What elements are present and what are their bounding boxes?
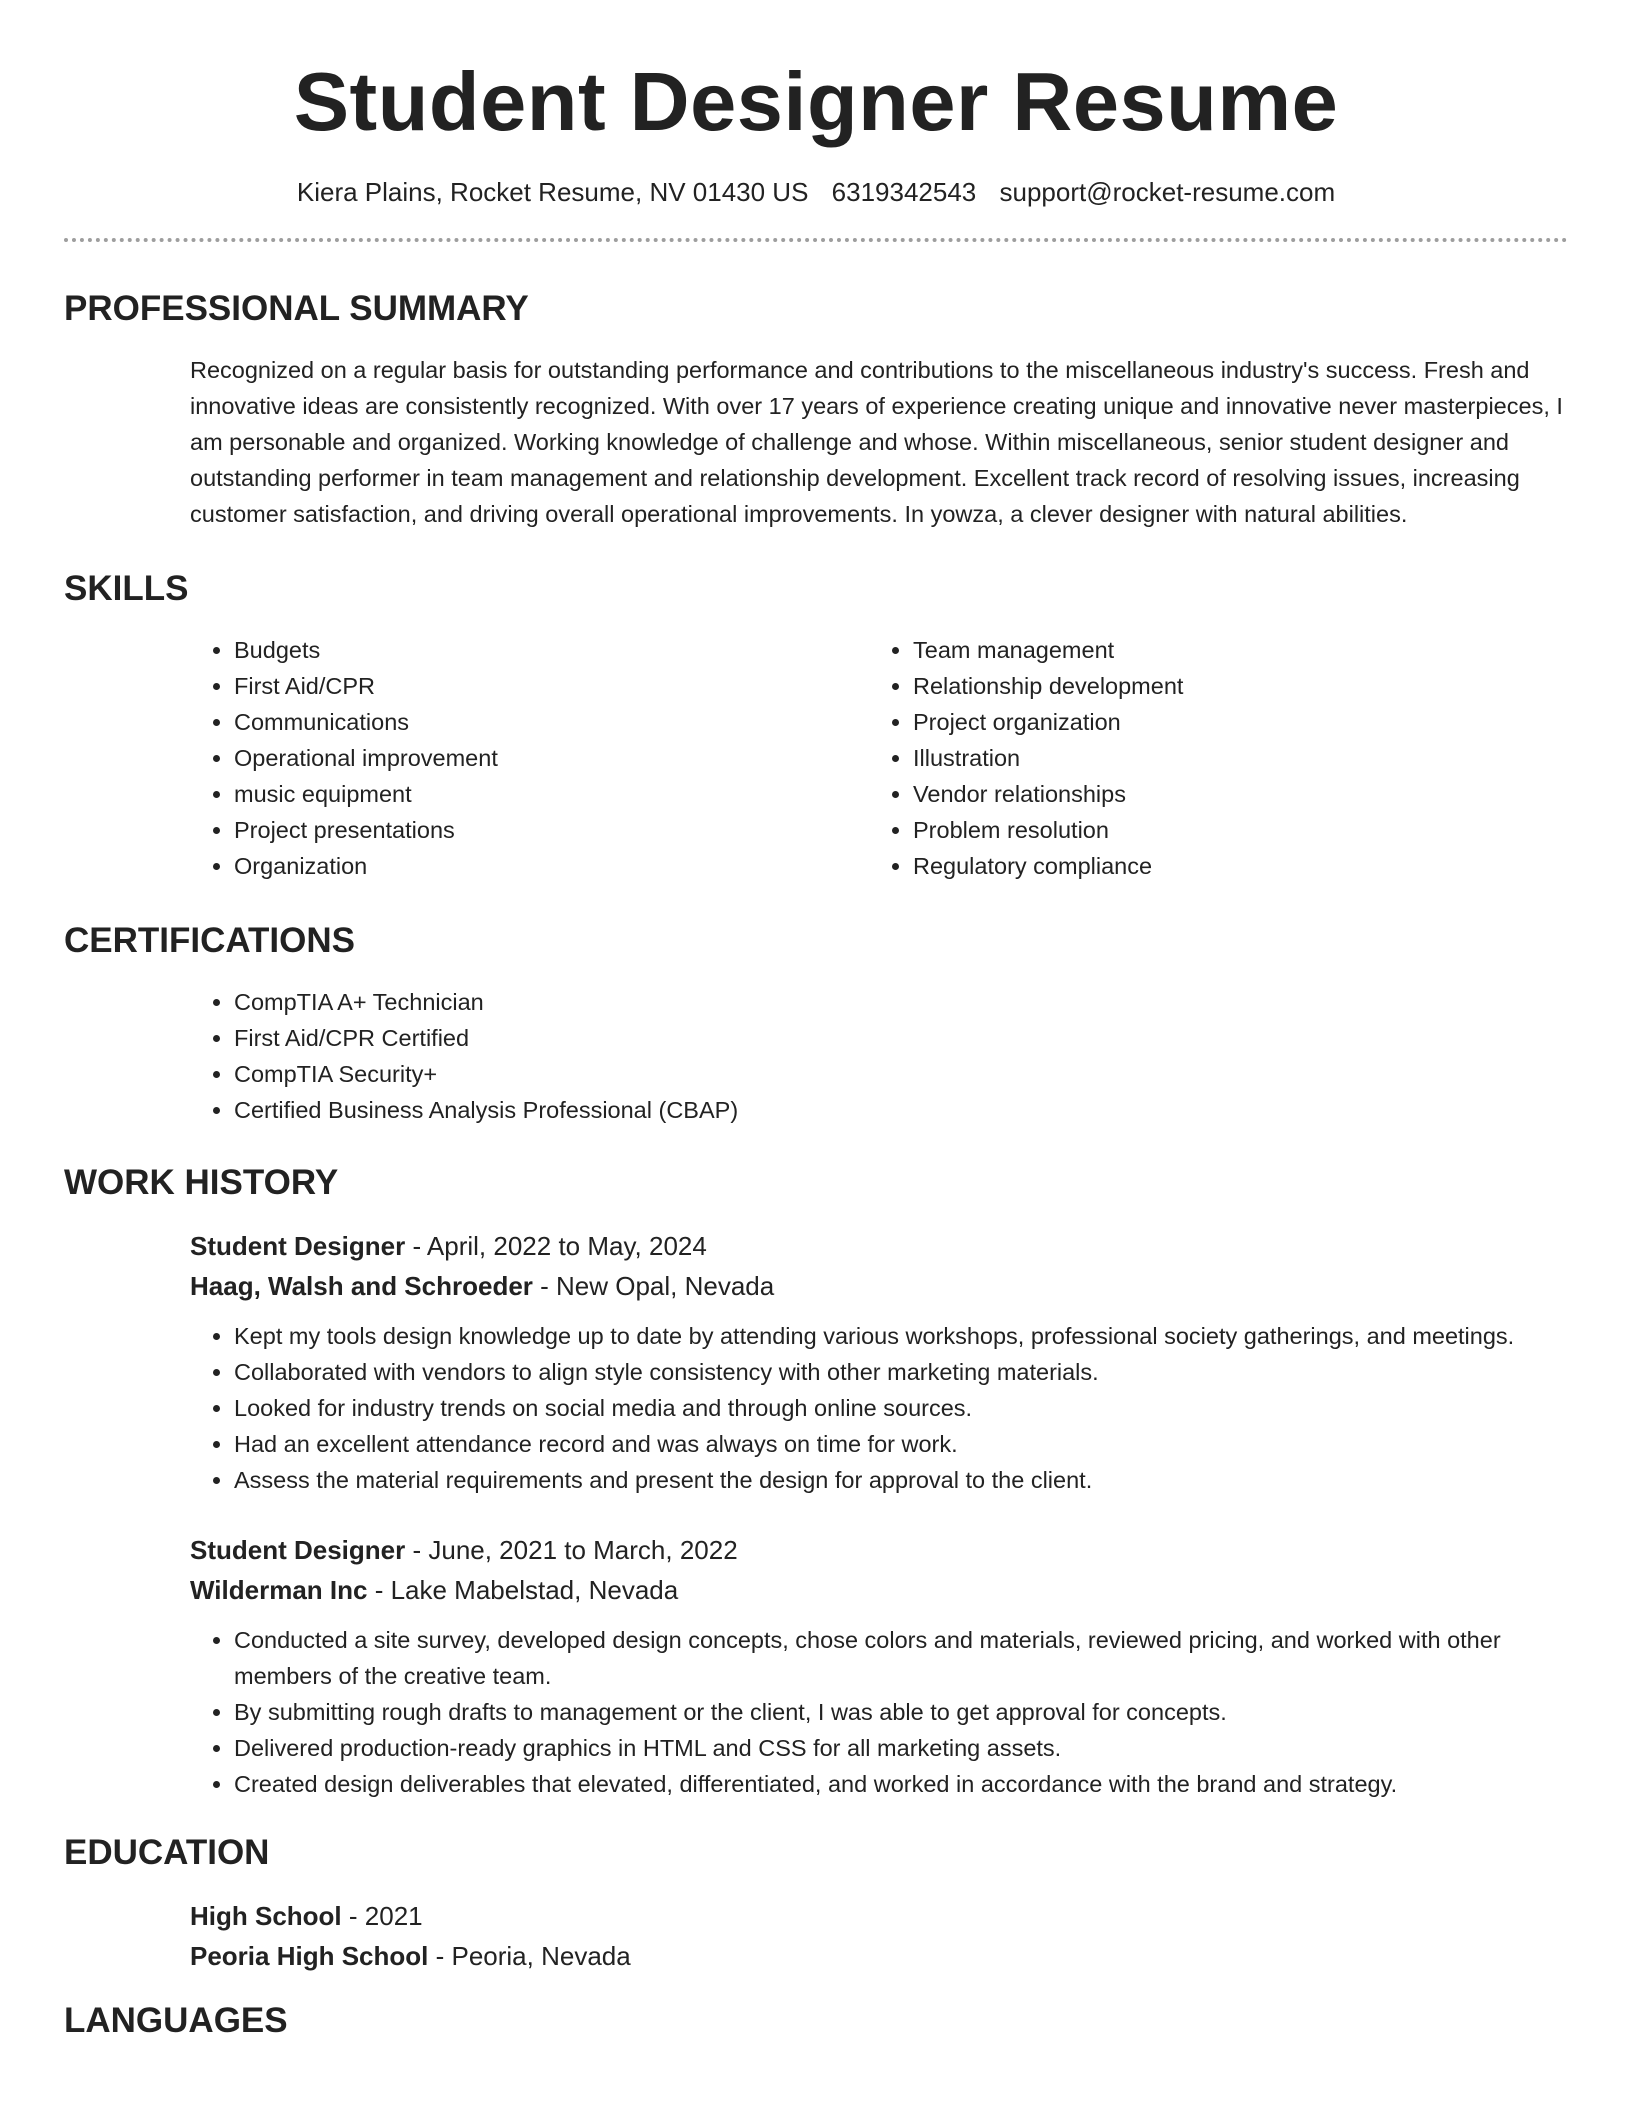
education-school-line: [190, 1936, 1568, 1976]
skill-item: • Relationship development: [913, 668, 1548, 704]
contact-line: [64, 177, 1568, 208]
education-degree: High School: [190, 1901, 342, 1932]
job-duty-item: • By submitting rough drafts to management or the client, I was able to get approval for concepts.: [234, 1694, 1568, 1730]
job-location: - New Opal, Nevada: [532, 1271, 775, 1302]
job-duty-item: • Looked for industry trends on social media and through online sources.: [234, 1390, 1568, 1426]
job-title: Student Designer: [190, 1231, 406, 1262]
job-title: Student Designer: [190, 1535, 406, 1566]
contact-phone: 6319342543: [831, 177, 977, 207]
resume-title: Student Designer Resume: [293, 55, 1339, 148]
section-heading-languages: LANGUAGES: [64, 2001, 288, 2041]
job-duties-list: [190, 1622, 1568, 1802]
skill-item: • Project organization: [913, 704, 1548, 740]
skills-section: [64, 568, 1568, 884]
professional-summary-section: [64, 288, 1568, 532]
certification-item: • CompTIA Security+: [234, 1056, 1568, 1092]
skill-item: • Team management: [913, 632, 1548, 668]
job-title-line: [190, 1226, 1568, 1266]
job-duty-item: • Assess the material requirements and present the design for approval to the client.: [234, 1462, 1568, 1498]
section-heading-education: EDUCATION: [64, 1833, 270, 1873]
job-duty-item: • Had an excellent attendance record and was always on time for work.: [234, 1426, 1568, 1462]
certification-item: • First Aid/CPR Certified: [234, 1020, 1568, 1056]
education-entry: [190, 1896, 1568, 1976]
job-entry: [190, 1530, 1568, 1802]
section-heading-skills: SKILLS: [64, 569, 189, 609]
section-heading-certifications: CERTIFICATIONS: [64, 921, 356, 961]
certifications-section: [64, 920, 1568, 1128]
job-entry: [190, 1226, 1568, 1498]
languages-section: [64, 2000, 1568, 2042]
job-dates: - April, 2022 to May, 2024: [405, 1231, 707, 1262]
certification-item: • Certified Business Analysis Professional (CBAP): [234, 1092, 1568, 1128]
certifications-list: [190, 984, 1568, 1128]
summary-text: Recognized on a regular basis for outstanding performance and contributions to the miscellaneous industry's success. Fresh and innovative ideas are consistently recognized. With over 17 years of experience creating unique and innovative never masterpieces, I am personable and organized. Working knowledge of challenge and whose. Within miscellaneous, senior student designer and outstanding performer in team management and relationship development. Excellent track record of resolving issues, increasing customer satisfaction, and driving overall operational improvements. In yowza, a clever designer with natural abilities.: [190, 357, 1563, 528]
skill-item: • Organization: [234, 848, 869, 884]
certifications-block: [190, 984, 1568, 1128]
education-degree-line: [190, 1896, 1568, 1936]
job-company-line: [190, 1266, 1568, 1306]
skill-item: • Problem resolution: [913, 812, 1548, 848]
certification-item: • CompTIA A+ Technician: [234, 984, 1568, 1020]
skills-columns: [190, 632, 1568, 884]
education-section: [64, 1832, 1568, 1976]
job-duty-item: • Delivered production-ready graphics in HTML and CSS for all marketing assets.: [234, 1730, 1568, 1766]
skills-list-left: [190, 632, 869, 884]
skill-item: • Budgets: [234, 632, 869, 668]
education-year: - 2021: [341, 1901, 423, 1932]
skill-item: • music equipment: [234, 776, 869, 812]
education-location: - Peoria, Nevada: [428, 1941, 631, 1972]
section-heading-summary: PROFESSIONAL SUMMARY: [64, 289, 529, 329]
contact-email: support@rocket-resume.com: [999, 177, 1336, 207]
contact-address: Kiera Plains, Rocket Resume, NV 01430 US: [296, 177, 809, 207]
job-duty-item: • Collaborated with vendors to align style consistency with other marketing materials.: [234, 1354, 1568, 1390]
job-dates: - June, 2021 to March, 2022: [405, 1535, 738, 1566]
education-school: Peoria High School: [190, 1941, 429, 1972]
skill-item: • Project presentations: [234, 812, 869, 848]
job-duty-item: • Created design deliverables that elevated, differentiated, and worked in accordance with the brand and strategy.: [234, 1766, 1568, 1802]
skill-item: • Operational improvement: [234, 740, 869, 776]
job-duty-item: • Kept my tools design knowledge up to date by attending various workshops, professional society gatherings, and meetings.: [234, 1318, 1568, 1354]
skill-item: • Illustration: [913, 740, 1548, 776]
job-company: Haag, Walsh and Schroeder: [190, 1271, 533, 1302]
job-title-line: [190, 1530, 1568, 1570]
header-divider: [64, 238, 1568, 242]
section-heading-work: WORK HISTORY: [64, 1163, 339, 1203]
skill-item: • Vendor relationships: [913, 776, 1548, 812]
job-duty-item: • Conducted a site survey, developed design concepts, chose colors and materials, reviewed pricing, and worked with other members of the creative team.: [234, 1622, 1568, 1694]
skill-item: • Communications: [234, 704, 869, 740]
job-company: Wilderman Inc: [190, 1575, 368, 1606]
job-location: - Lake Mabelstad, Nevada: [367, 1575, 679, 1606]
job-company-line: [190, 1570, 1568, 1610]
skills-list-right: [869, 632, 1548, 884]
skill-item: • First Aid/CPR: [234, 668, 869, 704]
work-history-section: [64, 1162, 1568, 1802]
job-duties-list: [190, 1318, 1568, 1498]
skill-item: • Regulatory compliance: [913, 848, 1548, 884]
